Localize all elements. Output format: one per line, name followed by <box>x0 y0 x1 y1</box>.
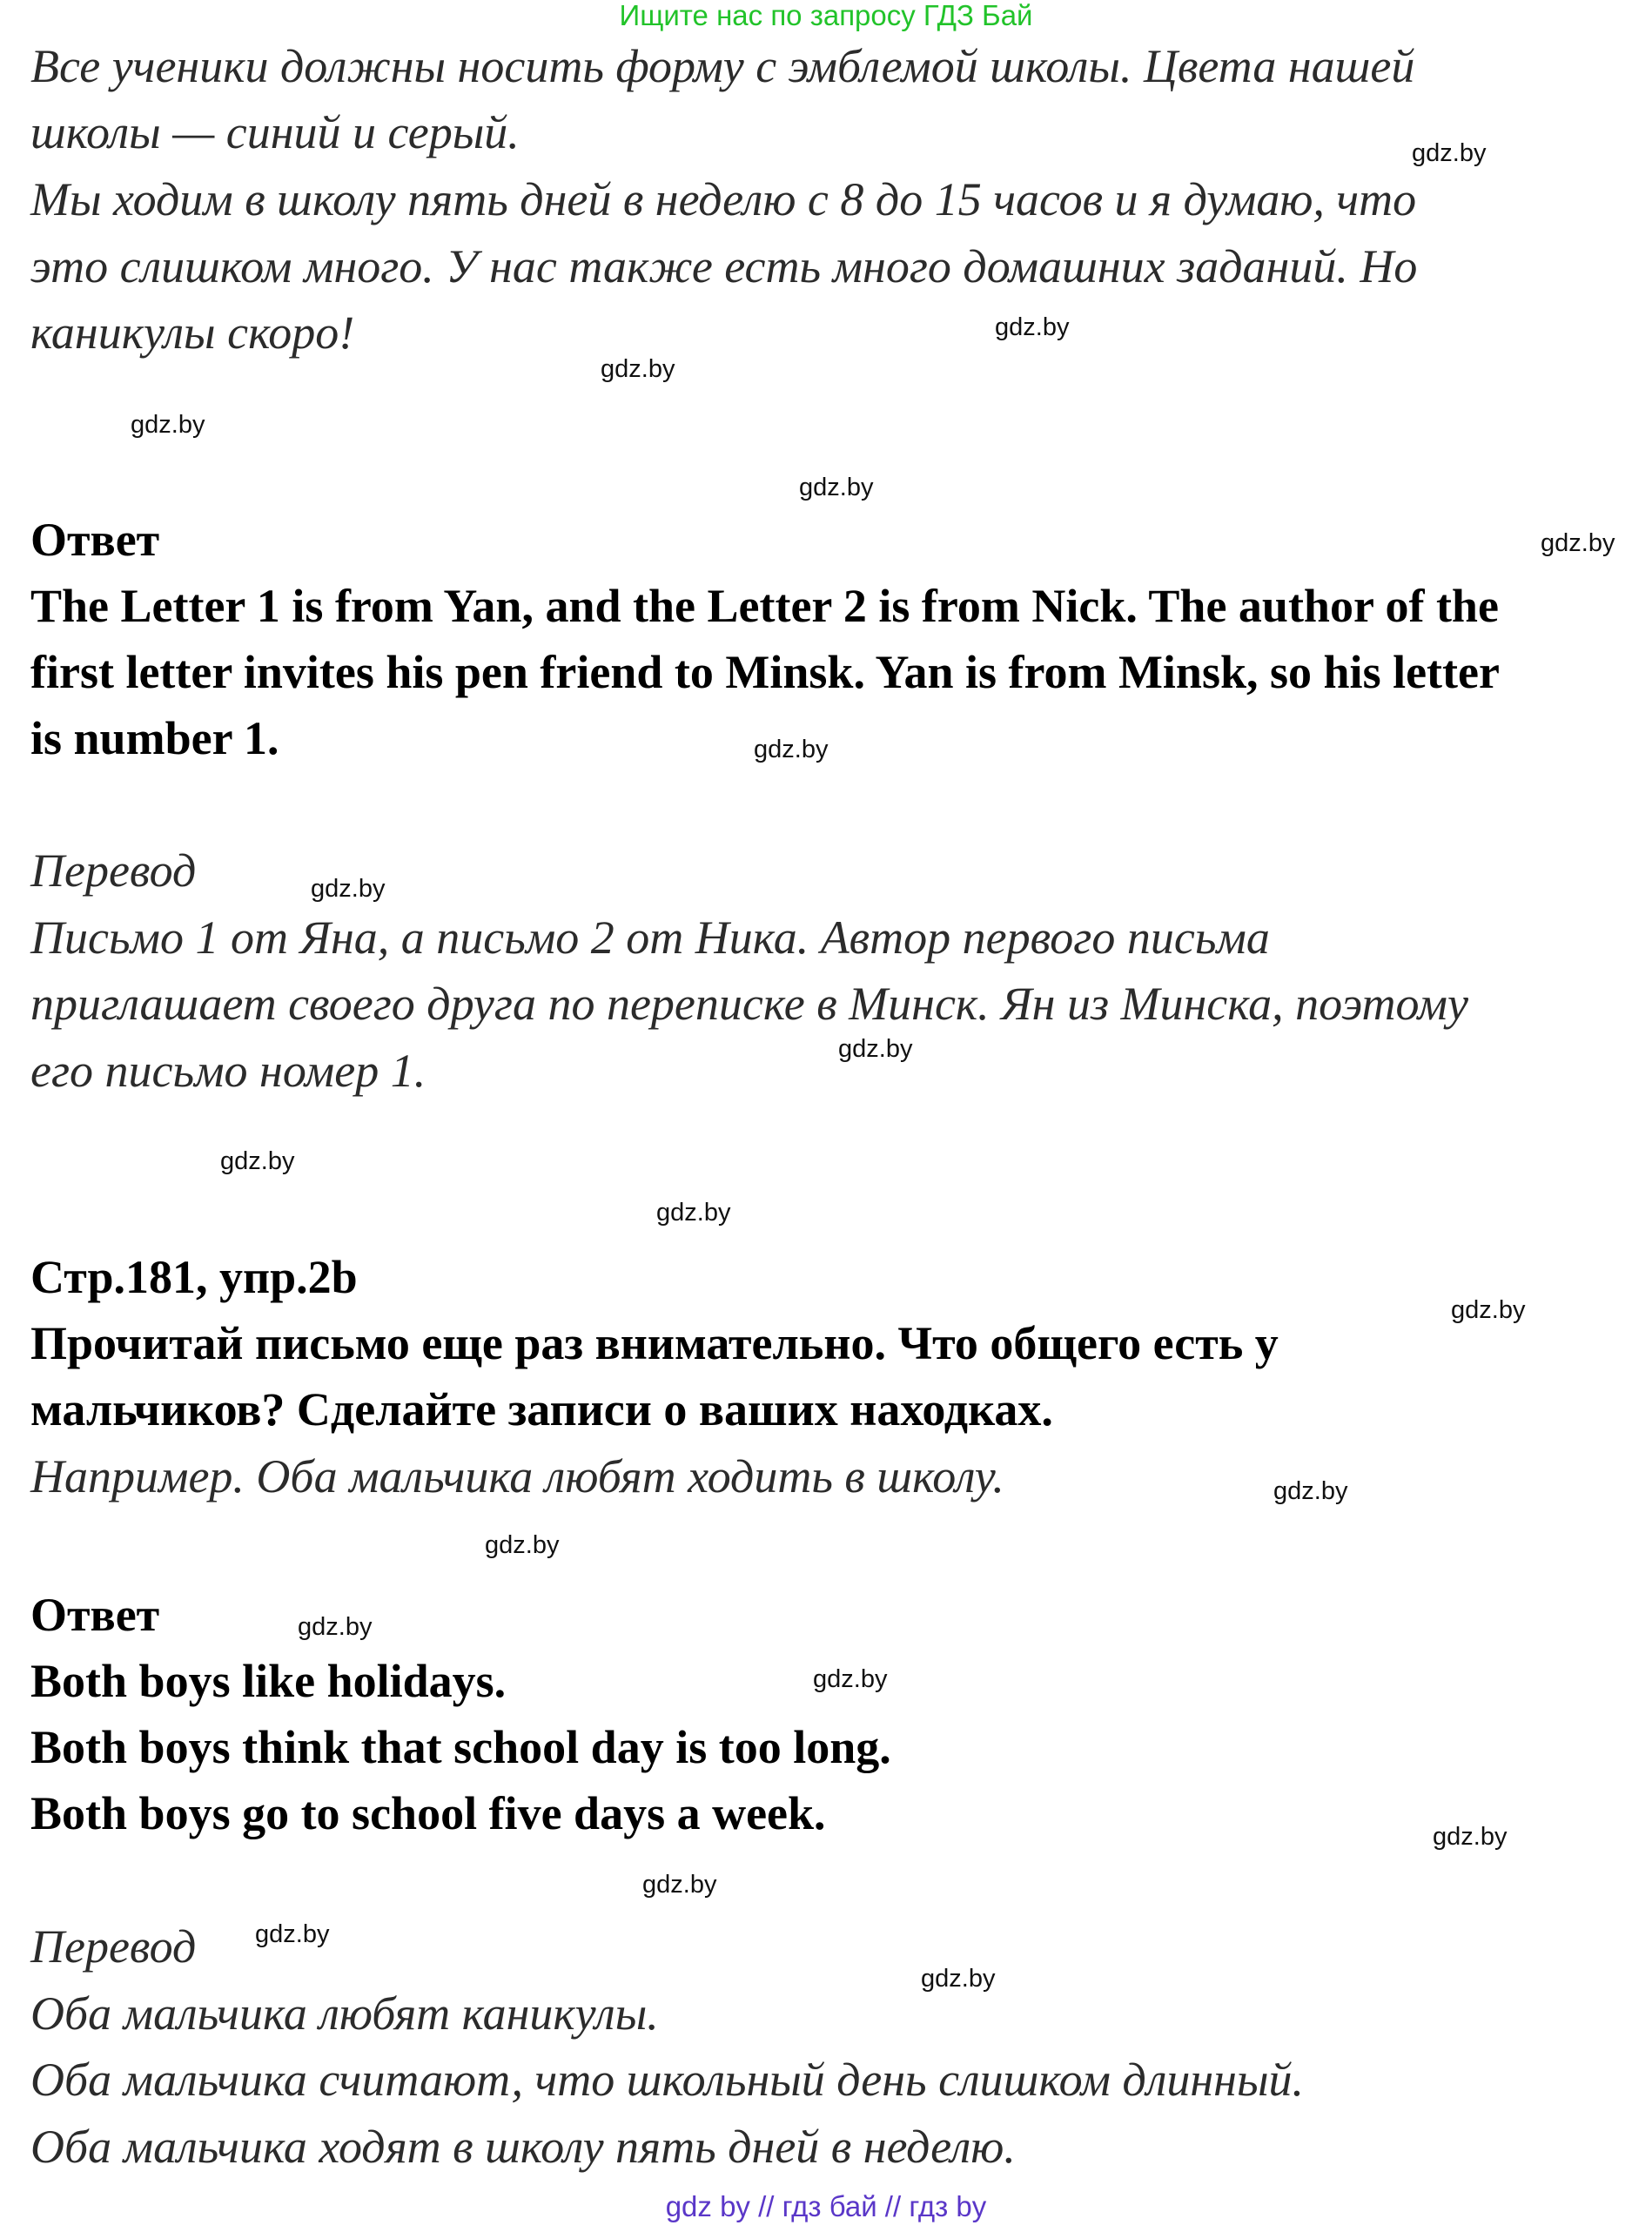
watermark: gdz.by <box>255 1920 330 1948</box>
watermark: gdz.by <box>1273 1477 1348 1505</box>
search-hint-banner: Ищите нас по запросу ГДЗ Бай <box>619 0 1033 31</box>
answer-line: Both boys think that school day is too long. <box>30 1721 891 1773</box>
watermark: gdz.by <box>642 1871 717 1899</box>
exercise-example: Например. Оба мальчика любят ходить в школу. <box>30 1450 1004 1503</box>
exercise-task-line: Прочитай письмо еще раз внимательно. Что общего есть у <box>30 1317 1279 1369</box>
watermark: gdz.by <box>485 1531 560 1559</box>
watermark: gdz.by <box>1433 1823 1508 1851</box>
answer-line: is number 1. <box>30 712 279 764</box>
watermark: gdz.by <box>220 1147 295 1175</box>
answer-heading: Ответ <box>30 514 160 566</box>
letter-translation-line: Все ученики должны носить форму с эмблемой школы. Цвета нашей <box>30 40 1415 92</box>
letter-translation-line: это слишком много. У нас также есть много домашних заданий. Но <box>30 240 1418 292</box>
watermark: gdz.by <box>1451 1296 1526 1324</box>
watermark: gdz.by <box>838 1035 913 1063</box>
watermark: gdz.by <box>298 1613 373 1641</box>
watermark: gdz.by <box>601 355 675 383</box>
translation-line: Оба мальчика ходят в школу пять дней в неделю. <box>30 2121 1016 2173</box>
translation-line: его письмо номер 1. <box>30 1045 426 1097</box>
answer-line: The Letter 1 is from Yan, and the Letter 2 is from Nick. The author of the <box>30 580 1499 632</box>
translation-line: приглашает своего друга по переписке в Минск. Ян из Минска, поэтому <box>30 978 1468 1030</box>
watermark: gdz.by <box>754 736 829 763</box>
watermark: gdz.by <box>813 1665 888 1693</box>
exercise-title: Стр.181, упр.2b <box>30 1251 358 1303</box>
letter-translation-line: каникулы скоро! <box>30 306 355 359</box>
letter-translation-line: школы — синий и серый. <box>30 106 520 158</box>
watermark: gdz.by <box>656 1199 731 1227</box>
watermark: gdz.by <box>1541 529 1615 557</box>
answer-line: Both boys like holidays. <box>30 1655 507 1707</box>
translation-heading: Перевод <box>30 844 197 897</box>
answer-line: Both boys go to school five days a week. <box>30 1787 826 1839</box>
translation-line: Письмо 1 от Яна, а письмо 2 от Ника. Автор первого письма <box>30 911 1270 964</box>
translation-line: Оба мальчика любят каникулы. <box>30 1987 659 2040</box>
translation-line: Оба мальчика считают, что школьный день слишком длинный. <box>30 2054 1305 2106</box>
exercise-task-line: мальчиков? Сделайте записи о ваших находках. <box>30 1383 1053 1435</box>
watermark: gdz.by <box>311 875 386 903</box>
letter-translation-line: Мы ходим в школу пять дней в неделю с 8 до 15 часов и я думаю, что <box>30 173 1417 225</box>
translation-heading: Перевод <box>30 1920 197 1973</box>
answer-line: first letter invites his pen friend to Minsk. Yan is from Minsk, so his letter <box>30 646 1500 698</box>
watermark: gdz.by <box>995 313 1070 341</box>
footer-banner: gdz by // гдз бай // гдз by <box>665 2190 987 2222</box>
watermark: gdz.by <box>799 474 874 501</box>
answer-heading: Ответ <box>30 1589 160 1641</box>
watermark: gdz.by <box>921 1965 996 1993</box>
watermark: gdz.by <box>1412 139 1487 167</box>
watermark: gdz.by <box>131 411 205 439</box>
